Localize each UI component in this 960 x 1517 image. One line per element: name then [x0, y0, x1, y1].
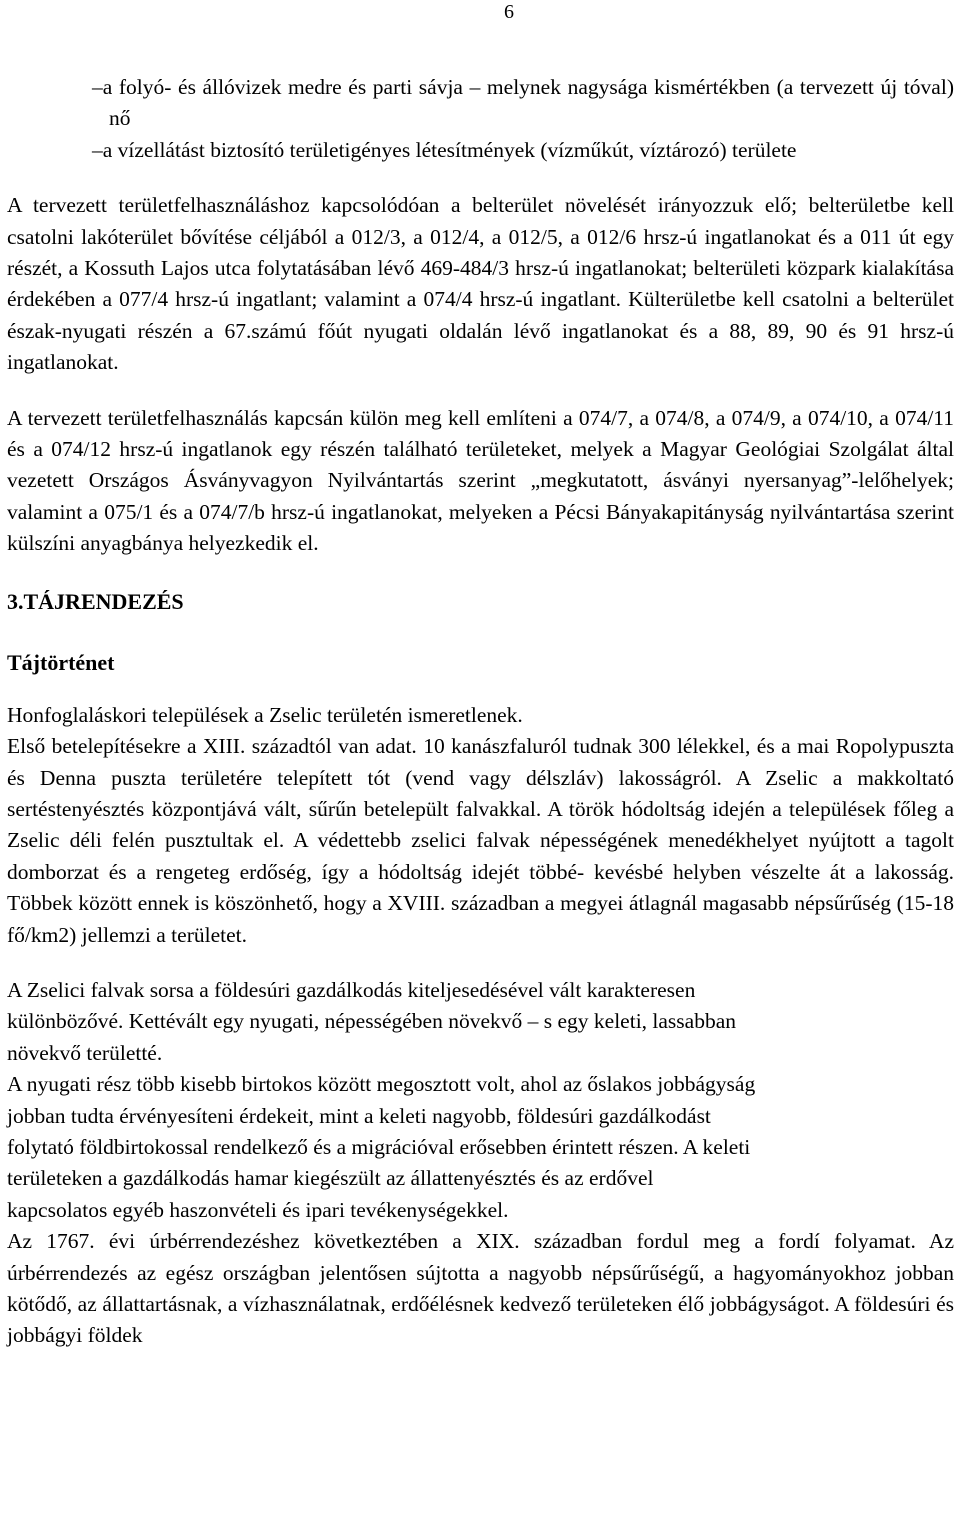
- document-body: [7, 72, 954, 1352]
- paragraph-belterulet: A tervezett területfelhasználáshoz kapcsolódóan a belterület növelését irányozzuk elő; belterületbe kell csatolni lakóterület bővítése céljából a 012/3, a 012/4, a 012/5, a 012/6 hrsz-ú ingatlanokat és a 011 út egy részét, a Kossuth Lajos utca folytatásában lévő 469-484/3 hrsz-ú ingatlanokat; belterületi közpark kialakítása érdekében a 077/4 hrsz-ú ingatlant; valamint a 074/4 hrsz-ú ingatlant. Külterületbe kell csatolni a belterület észak-nyugati részén a 67.számú főút nyugati oldalán lévő ingatlanokat és a 88, 89, 90 és 91 hrsz-ú ingatlanokat.: [7, 193, 954, 375]
- bullet-list: [7, 72, 954, 166]
- list-item: [7, 72, 954, 135]
- paragraph-line: jobban tudta érvényesíteni érdekeit, mint a keleti nagyobb, földesúri gazdálkodást: [7, 1103, 711, 1128]
- paragraph-teruletfelhasznalas: A tervezett területfelhasználás kapcsán külön meg kell említeni a 074/7, a 074/8, a 074/9, a 074/10, a 074/11 és a 074/12 hrsz-ú ingatlanok egy részén található területeket, melyek a Magyar Geológiai Szolgálat által vezetett Országos Ásványvagyon Nyilvántartás szerint „megkutatott, ásványi nyersanyag”-lelőhelyek; valamint a 075/1 és a 074/7/b hrsz-ú ingatlanokat, melyeken a Pécsi Bányakapitányság nyilvántartása szerint külszíni anyagbánya helyezkedik el.: [7, 405, 954, 556]
- paragraph-line: különbözővé. Kettévált egy nyugati, népességében növekvő – s egy keleti, lassabban: [7, 1009, 737, 1034]
- paragraph-line: A Zselici falvak sorsa a földesúri gazdálkodás kiteljesedésével vált karakteresen: [7, 977, 696, 1002]
- section-heading: 3.TÁJRENDEZÉS: [7, 588, 184, 614]
- list-item-text: –a folyó- és állóvizek medre és parti sávja – melynek nagysága kismértékben (a tervezett új tóval) nő: [92, 75, 954, 131]
- paragraph-line: folytató földbirtokossal rendelkező és a migrációval erősebben érintett részen. A keleti: [7, 1134, 751, 1159]
- paragraph-line: A nyugati rész több kisebb birtokos között megosztott volt, ahol az őslakos jobbágyság: [7, 1072, 756, 1097]
- subsection-heading: Tájtörténet: [7, 649, 115, 675]
- paragraph-betelepites: Első betelepítésekre a XIII. századtól van adat. 10 kanászfaluról tudnak 300 lélekkel, és a mai Ropolypuszta és Denna puszta területére telepített tót (vend vagy délszláv) lakosságról. A Zselic a makkoltató sertéstenyésztés központjává vált, sűrűn betelepült falvakkal. A török hódoltság idején a települések főleg a Zselic déli felén pusztultak el. A védettebb zselici falvak népességének menedékhelyet nyújtott a tagolt domborzat és a rengeteg erdőség, így a hódoltság idejét többé- kevésbé helyben vészelte át a lakosság. Többek között ennek is köszönhető, hogy a XVIII. században a megyei átlagnál magasabb népsűrűség (15-18 fő/km2) jellemzi a területet.: [7, 734, 954, 947]
- paragraph-honfoglalas: Honfoglaláskori települések a Zselic területén ismeretlenek.: [7, 702, 523, 727]
- paragraph-line: növekvő területté.: [7, 1040, 163, 1065]
- list-item: [7, 135, 954, 166]
- paragraph-line: területeken a gazdálkodás hamar kiegészült az állattenyésztés és az erdővel: [7, 1166, 654, 1191]
- list-item-text: –a vízellátást biztosító területigényes létesítmények (vízműkút, víztározó) területe: [92, 137, 797, 162]
- page-number: 6: [504, 1, 514, 23]
- paragraph-line: kapcsolatos egyéb haszonvételi és ipari tevékenységekkel.: [7, 1197, 509, 1222]
- paragraph-urberrendezes: Az 1767. évi úrbérrendezéshez következtében a XIX. században fordul meg a fordí folyamat. Az úrbérrendezés az egész országban jelentősen sújtotta a nagyobb népsűrűségű, a hagyományokhoz jobban kötődő, az állattartásnak, a vízhasználatnak, erdőélésnek kedvező területeken élő jobbágyságot. A földesúri és jobbágyi földek: [7, 1229, 954, 1348]
